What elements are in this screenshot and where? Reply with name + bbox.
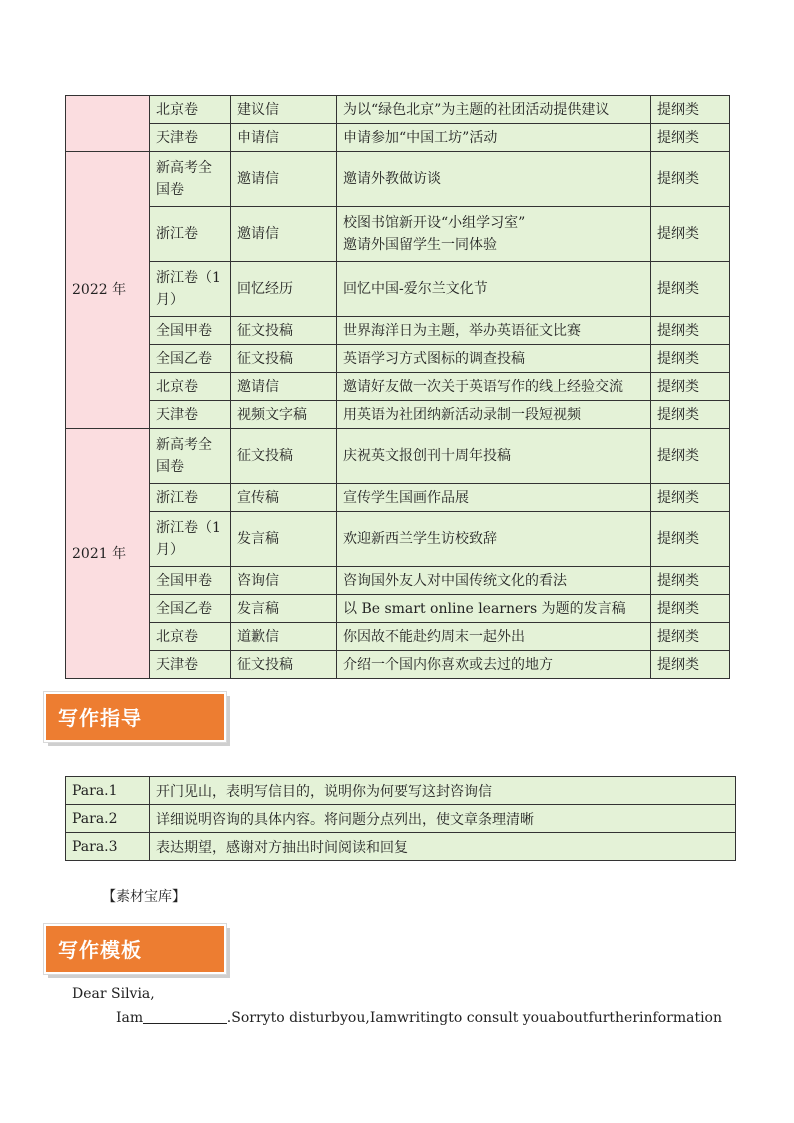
table-row: [66, 207, 730, 262]
letter-word: to disturb: [270, 1010, 340, 1026]
topic-cell: 你因故不能赴约周末一起外出: [337, 623, 651, 651]
writing-template-banner: [44, 924, 230, 978]
category-cell: 提纲类: [651, 651, 730, 679]
paper-cell: 新高考全国卷: [150, 429, 231, 484]
fill-in-blank: [143, 1010, 227, 1024]
category-cell: 提纲类: [651, 96, 730, 124]
paper-cell: 全国乙卷: [150, 595, 231, 623]
topic-cell: 英语学习方式图标的调查投稿: [337, 345, 651, 373]
letter-word: am: [375, 1010, 397, 1026]
para-label: Para.2: [66, 805, 150, 833]
table-row: [66, 429, 730, 484]
category-cell: 提纲类: [651, 262, 730, 317]
category-cell: 提纲类: [651, 595, 730, 623]
type-cell: 回忆经历: [231, 262, 337, 317]
table-row: [66, 512, 730, 567]
topic-cell: 回忆中国-爱尔兰文化节: [337, 262, 651, 317]
topic-cell: 世界海洋日为主题，举办英语征文比赛: [337, 317, 651, 345]
letter-word: information: [639, 1010, 722, 1026]
exam-topics-table: [65, 95, 730, 679]
letter-word: to consult you: [448, 1010, 549, 1026]
paper-cell: 全国乙卷: [150, 345, 231, 373]
type-cell: 征文投稿: [231, 651, 337, 679]
table-row: [66, 96, 730, 124]
topic-cell: 邀请好友做一次关于英语写作的线上经验交流: [337, 373, 651, 401]
paper-cell: 全国甲卷: [150, 317, 231, 345]
paper-cell: 新高考全国卷: [150, 152, 231, 207]
table-row: [66, 651, 730, 679]
type-cell: 发言稿: [231, 595, 337, 623]
type-cell: 发言稿: [231, 512, 337, 567]
type-cell: 申请信: [231, 124, 337, 152]
paper-cell: 浙江卷: [150, 207, 231, 262]
category-cell: 提纲类: [651, 124, 730, 152]
table-row: [66, 623, 730, 651]
topic-cell: 校图书馆新开设“小组学习室” 邀请外国留学生一同体验: [337, 207, 651, 262]
topic-cell: 以 Be smart online learners 为题的发言稿: [337, 595, 651, 623]
topic-cell: 用英语为社团纳新活动录制一段短视频: [337, 401, 651, 429]
material-bank-label: 【素材宝库】: [102, 889, 186, 905]
letter-word: I: [116, 1010, 122, 1026]
table-row: [66, 373, 730, 401]
letter-greeting: Dear Silvia,: [72, 986, 155, 1002]
table-row: [66, 345, 730, 373]
category-cell: 提纲类: [651, 152, 730, 207]
table-row: [66, 262, 730, 317]
topic-cell: 介绍一个国内你喜欢或去过的地方: [337, 651, 651, 679]
year-cell: 2021 年: [66, 429, 150, 679]
category-cell: 提纲类: [651, 429, 730, 484]
para-text: 表达期望，感谢对方抽出时间阅读和回复: [150, 833, 736, 861]
paper-cell: 全国甲卷: [150, 567, 231, 595]
table-row: [66, 124, 730, 152]
paper-cell: 北京卷: [150, 373, 231, 401]
category-cell: 提纲类: [651, 317, 730, 345]
category-cell: 提纲类: [651, 373, 730, 401]
category-cell: 提纲类: [651, 512, 730, 567]
table-row: [66, 595, 730, 623]
letter-word: I: [369, 1010, 376, 1026]
type-cell: 宣传稿: [231, 484, 337, 512]
table-row: [66, 401, 730, 429]
table-row: [66, 777, 736, 805]
type-cell: 视频文字稿: [231, 401, 337, 429]
topic-cell: 咨询国外友人对中国传统文化的看法: [337, 567, 651, 595]
type-cell: 邀请信: [231, 373, 337, 401]
category-cell: 提纲类: [651, 567, 730, 595]
paper-cell: 天津卷: [150, 124, 231, 152]
type-cell: 征文投稿: [231, 345, 337, 373]
type-cell: 邀请信: [231, 152, 337, 207]
category-cell: 提纲类: [651, 623, 730, 651]
topic-cell: 申请参加“中国工坊”活动: [337, 124, 651, 152]
para-label: Para.3: [66, 833, 150, 861]
para-text: 开门见山，表明写信目的，说明你为何要写这封咨询信: [150, 777, 736, 805]
category-cell: 提纲类: [651, 207, 730, 262]
type-cell: 咨询信: [231, 567, 337, 595]
topic-cell: 邀请外教做访谈: [337, 152, 651, 207]
table-row: [66, 833, 736, 861]
topic-cell: 宣传学生国画作品展: [337, 484, 651, 512]
para-text: 详细说明咨询的具体内容。将问题分点列出，使文章条理清晰: [150, 805, 736, 833]
topic-cell: 庆祝英文报创刊十周年投稿: [337, 429, 651, 484]
letter-word: writing: [396, 1010, 449, 1026]
category-cell: 提纲类: [651, 401, 730, 429]
table-row: [66, 317, 730, 345]
paragraph-guide-table: [65, 776, 736, 861]
type-cell: 征文投稿: [231, 429, 337, 484]
topic-cell: 为以“绿色北京”为主题的社团活动提供建议: [337, 96, 651, 124]
table-row: [66, 152, 730, 207]
type-cell: 道歉信: [231, 623, 337, 651]
table-row: [66, 567, 730, 595]
category-cell: 提纲类: [651, 484, 730, 512]
category-cell: 提纲类: [651, 345, 730, 373]
paper-cell: 天津卷: [150, 401, 231, 429]
writing-guide-banner: [44, 692, 230, 746]
topic-cell: 欢迎新西兰学生访校致辞: [337, 512, 651, 567]
letter-word: further: [588, 1010, 640, 1026]
type-cell: 邀请信: [231, 207, 337, 262]
paper-cell: 浙江卷: [150, 484, 231, 512]
writing-guide-title: 写作指导: [58, 706, 142, 730]
type-cell: 征文投稿: [231, 317, 337, 345]
writing-template-title: 写作模板: [58, 938, 142, 962]
paper-cell: 天津卷: [150, 651, 231, 679]
letter-word: Sorry: [231, 1010, 271, 1026]
para-label: Para.1: [66, 777, 150, 805]
letter-first-line: [116, 1010, 722, 1026]
paper-cell: 浙江卷（1月）: [150, 512, 231, 567]
year-cell: [66, 96, 150, 152]
letter-word: .: [226, 1010, 232, 1026]
letter-word: you,: [340, 1010, 370, 1026]
paper-cell: 北京卷: [150, 623, 231, 651]
type-cell: 建议信: [231, 96, 337, 124]
letter-word: am: [121, 1010, 144, 1026]
letter-word: about: [548, 1010, 589, 1026]
table-row: [66, 805, 736, 833]
table-row: [66, 484, 730, 512]
paper-cell: 浙江卷（1月）: [150, 262, 231, 317]
year-cell: 2022 年: [66, 152, 150, 429]
paper-cell: 北京卷: [150, 96, 231, 124]
